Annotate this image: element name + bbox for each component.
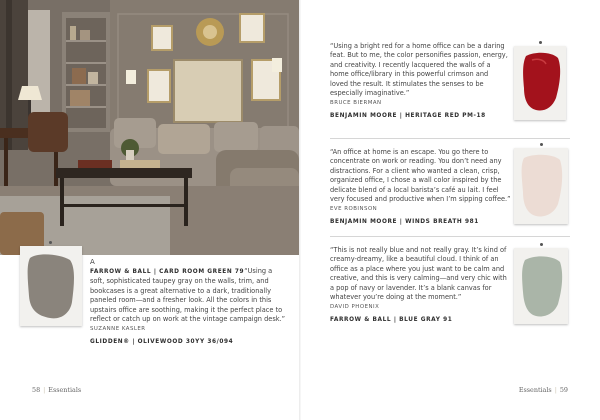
page-number-right: 59	[559, 386, 568, 394]
paint-name-blue-gray: FARROW & BALL | BLUE GRAY 91	[330, 316, 453, 323]
quote-text: “Using a soft, sophisticated taupey gray on the walls, trim, and bookcases is a great alternative to a dark, traditionally paneled room—and a fresher look. All the colors in this upstairs office are soothing, making it the perfect place to reflect or catch up on work at the vintage campaign desk.”	[90, 267, 286, 324]
page-number-left: 58	[32, 386, 41, 394]
paint-name-winds-breath: BENJAMIN MOORE | WINDS BREATH 981	[330, 218, 479, 225]
pushpin-icon	[540, 243, 543, 246]
paint-name-olivewood: GLIDDEN® | OLIVEWOOD 30YY 36/094	[90, 338, 234, 345]
paint-swatch-winds-breath	[514, 148, 568, 224]
folio-left: 58 | Essentials	[32, 386, 82, 394]
office-photo-illustration	[0, 0, 299, 255]
quote-text: “Using a bright red for a home office can be a daring feat. But to me, the color personifies passion, energy, and creativity. I recently lacquered the walls of a home office/library in this powerful crimson and loved the result. It stimulates the senses to be especially imaginative.”	[330, 42, 508, 98]
quote-block-phoenix	[330, 246, 512, 325]
paint-swatch-heritage-red	[514, 46, 566, 120]
paint-swatch-olivewood	[20, 246, 82, 326]
quote-block-bierman	[330, 42, 508, 121]
quote-author: SUZANNE KASLER	[90, 326, 146, 333]
folio-right: Essentials | 59	[518, 386, 568, 394]
swatch-card-olivewood	[20, 246, 82, 326]
section-title-left: Essentials	[48, 386, 82, 394]
quote-text: “An office at home is an escape. You go there to concentrate on work or reading. You don’t need any distractions. For a client who wanted a clean, crisp, organized office, I chose a wall color inspired by the delicate blend of a local barista’s café au lait. I feel very focused and productive when I’m sipping coffee.”	[330, 148, 511, 204]
section-marker: A	[90, 258, 95, 266]
pushpin-icon	[540, 143, 543, 146]
office-photo	[0, 0, 299, 255]
divider	[330, 138, 570, 139]
swatch-card-blue-gray	[514, 248, 568, 324]
quote-author: BRUCE BIERMAN	[330, 100, 382, 107]
swatch-card-heritage-red	[514, 46, 566, 120]
divider	[330, 236, 570, 237]
pushpin-icon	[49, 241, 52, 244]
swatch-card-winds-breath	[514, 148, 568, 224]
quote-author: DAVID PHOENIX	[330, 304, 380, 311]
quote-block-kasler	[90, 267, 286, 347]
quote-author: EVE ROBINSON	[330, 206, 378, 213]
quote-text: “This is not really blue and not really gray. It’s kind of creamy-dreamy, like a beautiful cloud. I think of an office as a place where you just want to be calm and creative, and this is very calming—and very chic with a pop of navy or lavender. It’s a blank canvas for whatever you’re doing at the moment.”	[330, 246, 507, 302]
section-title-right: Essentials	[518, 386, 552, 394]
paint-swatch-blue-gray	[514, 248, 568, 324]
pushpin-icon	[539, 41, 542, 44]
gutter	[299, 0, 301, 420]
paint-name-card-room-green: FARROW & BALL | CARD ROOM GREEN 79	[90, 269, 245, 275]
paint-name-heritage-red: BENJAMIN MOORE | HERITAGE RED PM-18	[330, 112, 486, 119]
quote-block-robinson	[330, 148, 514, 227]
